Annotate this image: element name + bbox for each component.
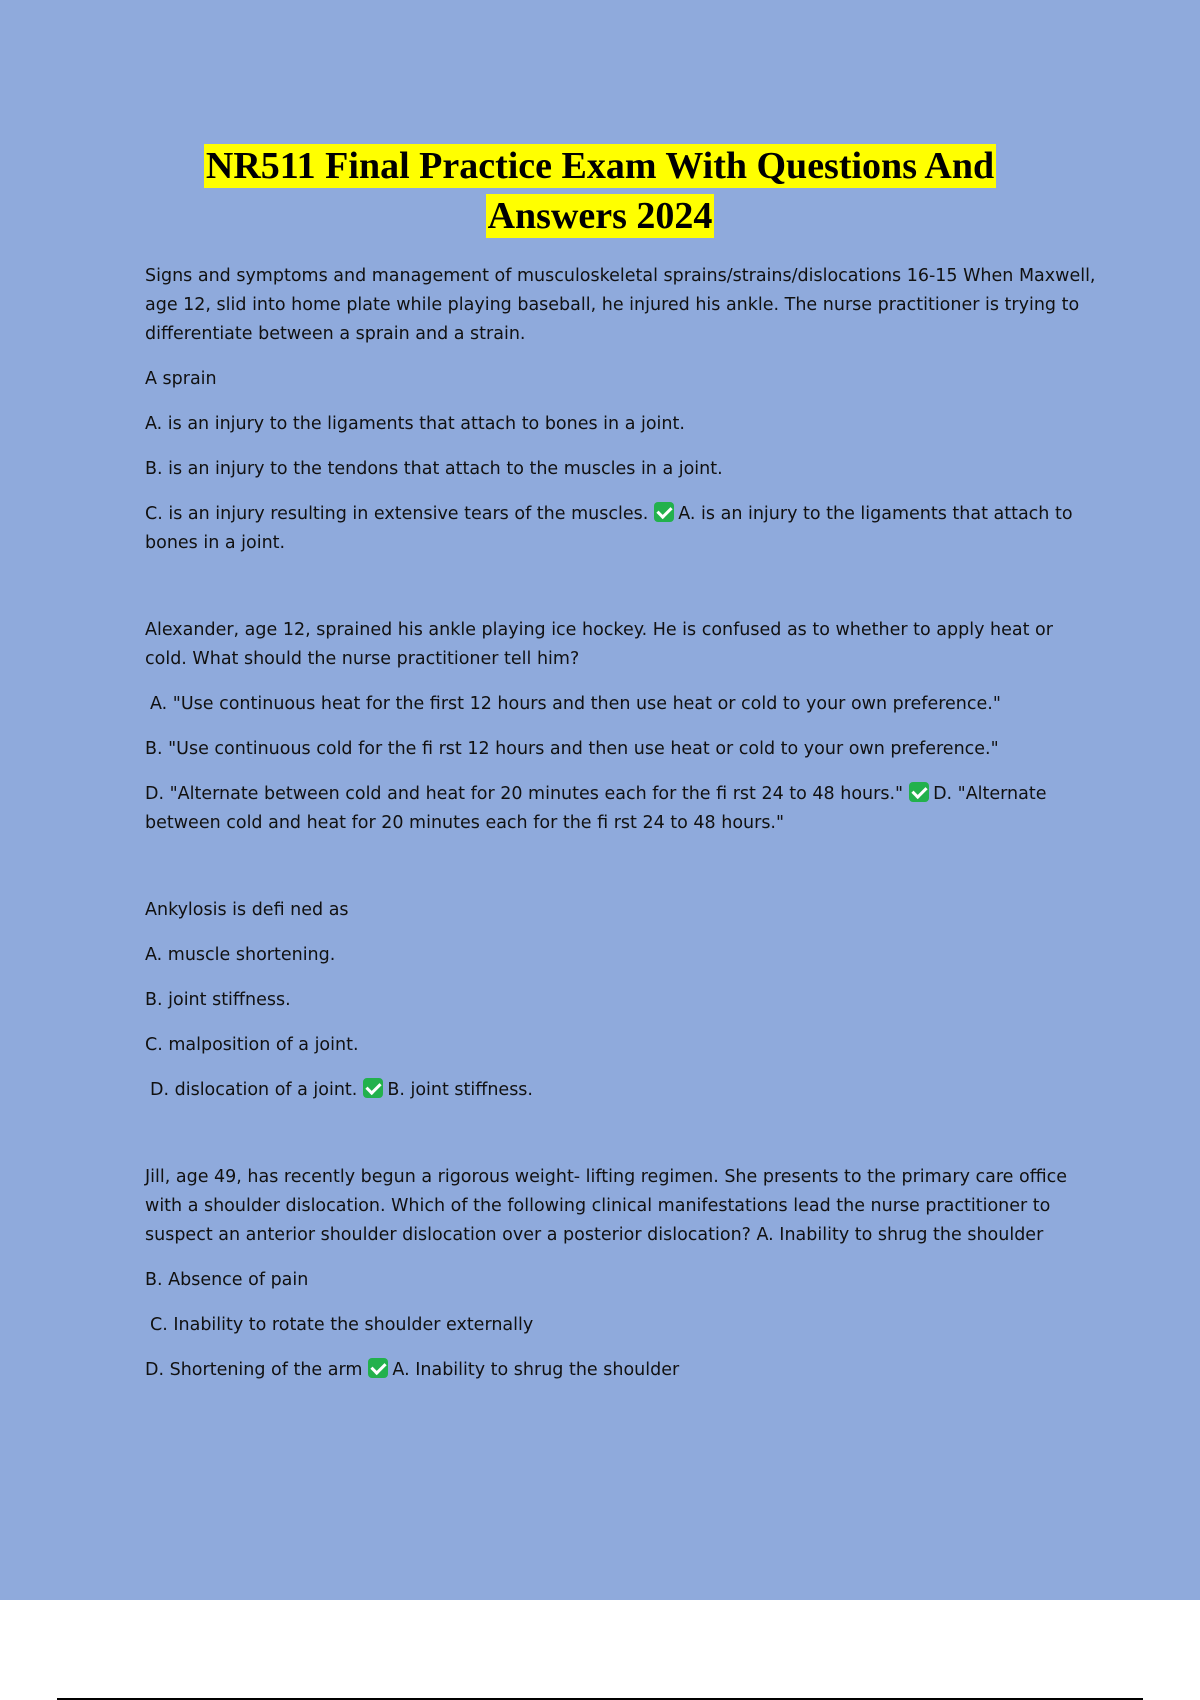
spacer [145, 574, 1100, 616]
question-3-option-d: D. dislocation of a joint. [150, 1080, 358, 1100]
question-2-option-a: A. "Use continuous heat for the first 12 hours and then use heat or cold to your own preference." [150, 694, 1001, 714]
question-1-option-c: C. is an injury resulting in extensive tears of the muscles. [145, 504, 649, 524]
spacer [145, 1121, 1100, 1163]
question-3-option-d-line [145, 1076, 1100, 1105]
title-line-2: Answers 2024 [487, 195, 713, 237]
question-2-option-d-line [145, 780, 1100, 838]
question-3-answer: B. joint stiffness. [387, 1080, 533, 1100]
document-title [0, 144, 1200, 244]
question-1-text: Signs and symptoms and management of musculoskeletal sprains/strains/dislocations 16-15 When Maxwell, age 12, slid into home plate while playing baseball, he injured his ankle. The nurse practitioner is trying to differentiate between a sprain and a strain. [145, 266, 1096, 344]
question-3-option-a: A. muscle shortening. [145, 945, 336, 965]
question-2-option-d: D. "Alternate between cold and heat for 20 minutes each for the fi rst 24 to 48 hours." [145, 784, 904, 804]
question-3-text: Ankylosis is defi ned as [145, 900, 349, 920]
question-4-option-d: D. Shortening of the arm [145, 1360, 363, 1380]
check-mark-icon [909, 782, 929, 802]
question-1-answer: A. is an injury to the ligaments that attach to bones in a joint. [145, 504, 1073, 553]
question-4-text: Jill, age 49, has recently begun a rigorous weight- lifting regimen. She presents to the primary care office with a shoulder dislocation. Which of the following clinical manifestations lead the nurse practitioner to suspect an anterior shoulder dislocation over a posterior dislocation? A. Inability to shrug the shoulder [145, 1167, 1068, 1245]
question-3-option-b: B. joint stiffness. [145, 990, 291, 1010]
spacer [145, 854, 1100, 896]
question-3-option-c: C. malposition of a joint. [145, 1035, 359, 1055]
check-mark-icon [363, 1078, 383, 1098]
question-2-option-b: B. "Use continuous cold for the fi rst 12 hours and then use heat or cold to your own preference." [145, 739, 999, 759]
question-list [145, 262, 1100, 1401]
question-4-option-b: B. Absence of pain [145, 1270, 309, 1290]
question-1-option-a: A. is an injury to the ligaments that attach to bones in a joint. [145, 414, 685, 434]
question-2-answer: D. "Alternate between cold and heat for 20 minutes each for the fi rst 24 to 48 hours." [145, 784, 1047, 833]
question-1-option-c-line [145, 500, 1100, 558]
question-1-option-b: B. is an injury to the tendons that attach to the muscles in a joint. [145, 459, 723, 479]
check-mark-icon [654, 502, 674, 522]
title-line-1: NR511 Final Practice Exam With Questions And [205, 145, 995, 187]
question-1-stem: A sprain [145, 369, 217, 389]
question-4-answer: A. Inability to shrug the shoulder [392, 1360, 680, 1380]
question-2-text: Alexander, age 12, sprained his ankle playing ice hockey. He is confused as to whether to apply heat or cold. What should the nurse practitioner tell him? [145, 620, 1053, 669]
question-4-option-c: C. Inability to rotate the shoulder externally [150, 1315, 534, 1335]
check-mark-icon [368, 1358, 388, 1378]
question-4-option-d-line [145, 1356, 1100, 1385]
